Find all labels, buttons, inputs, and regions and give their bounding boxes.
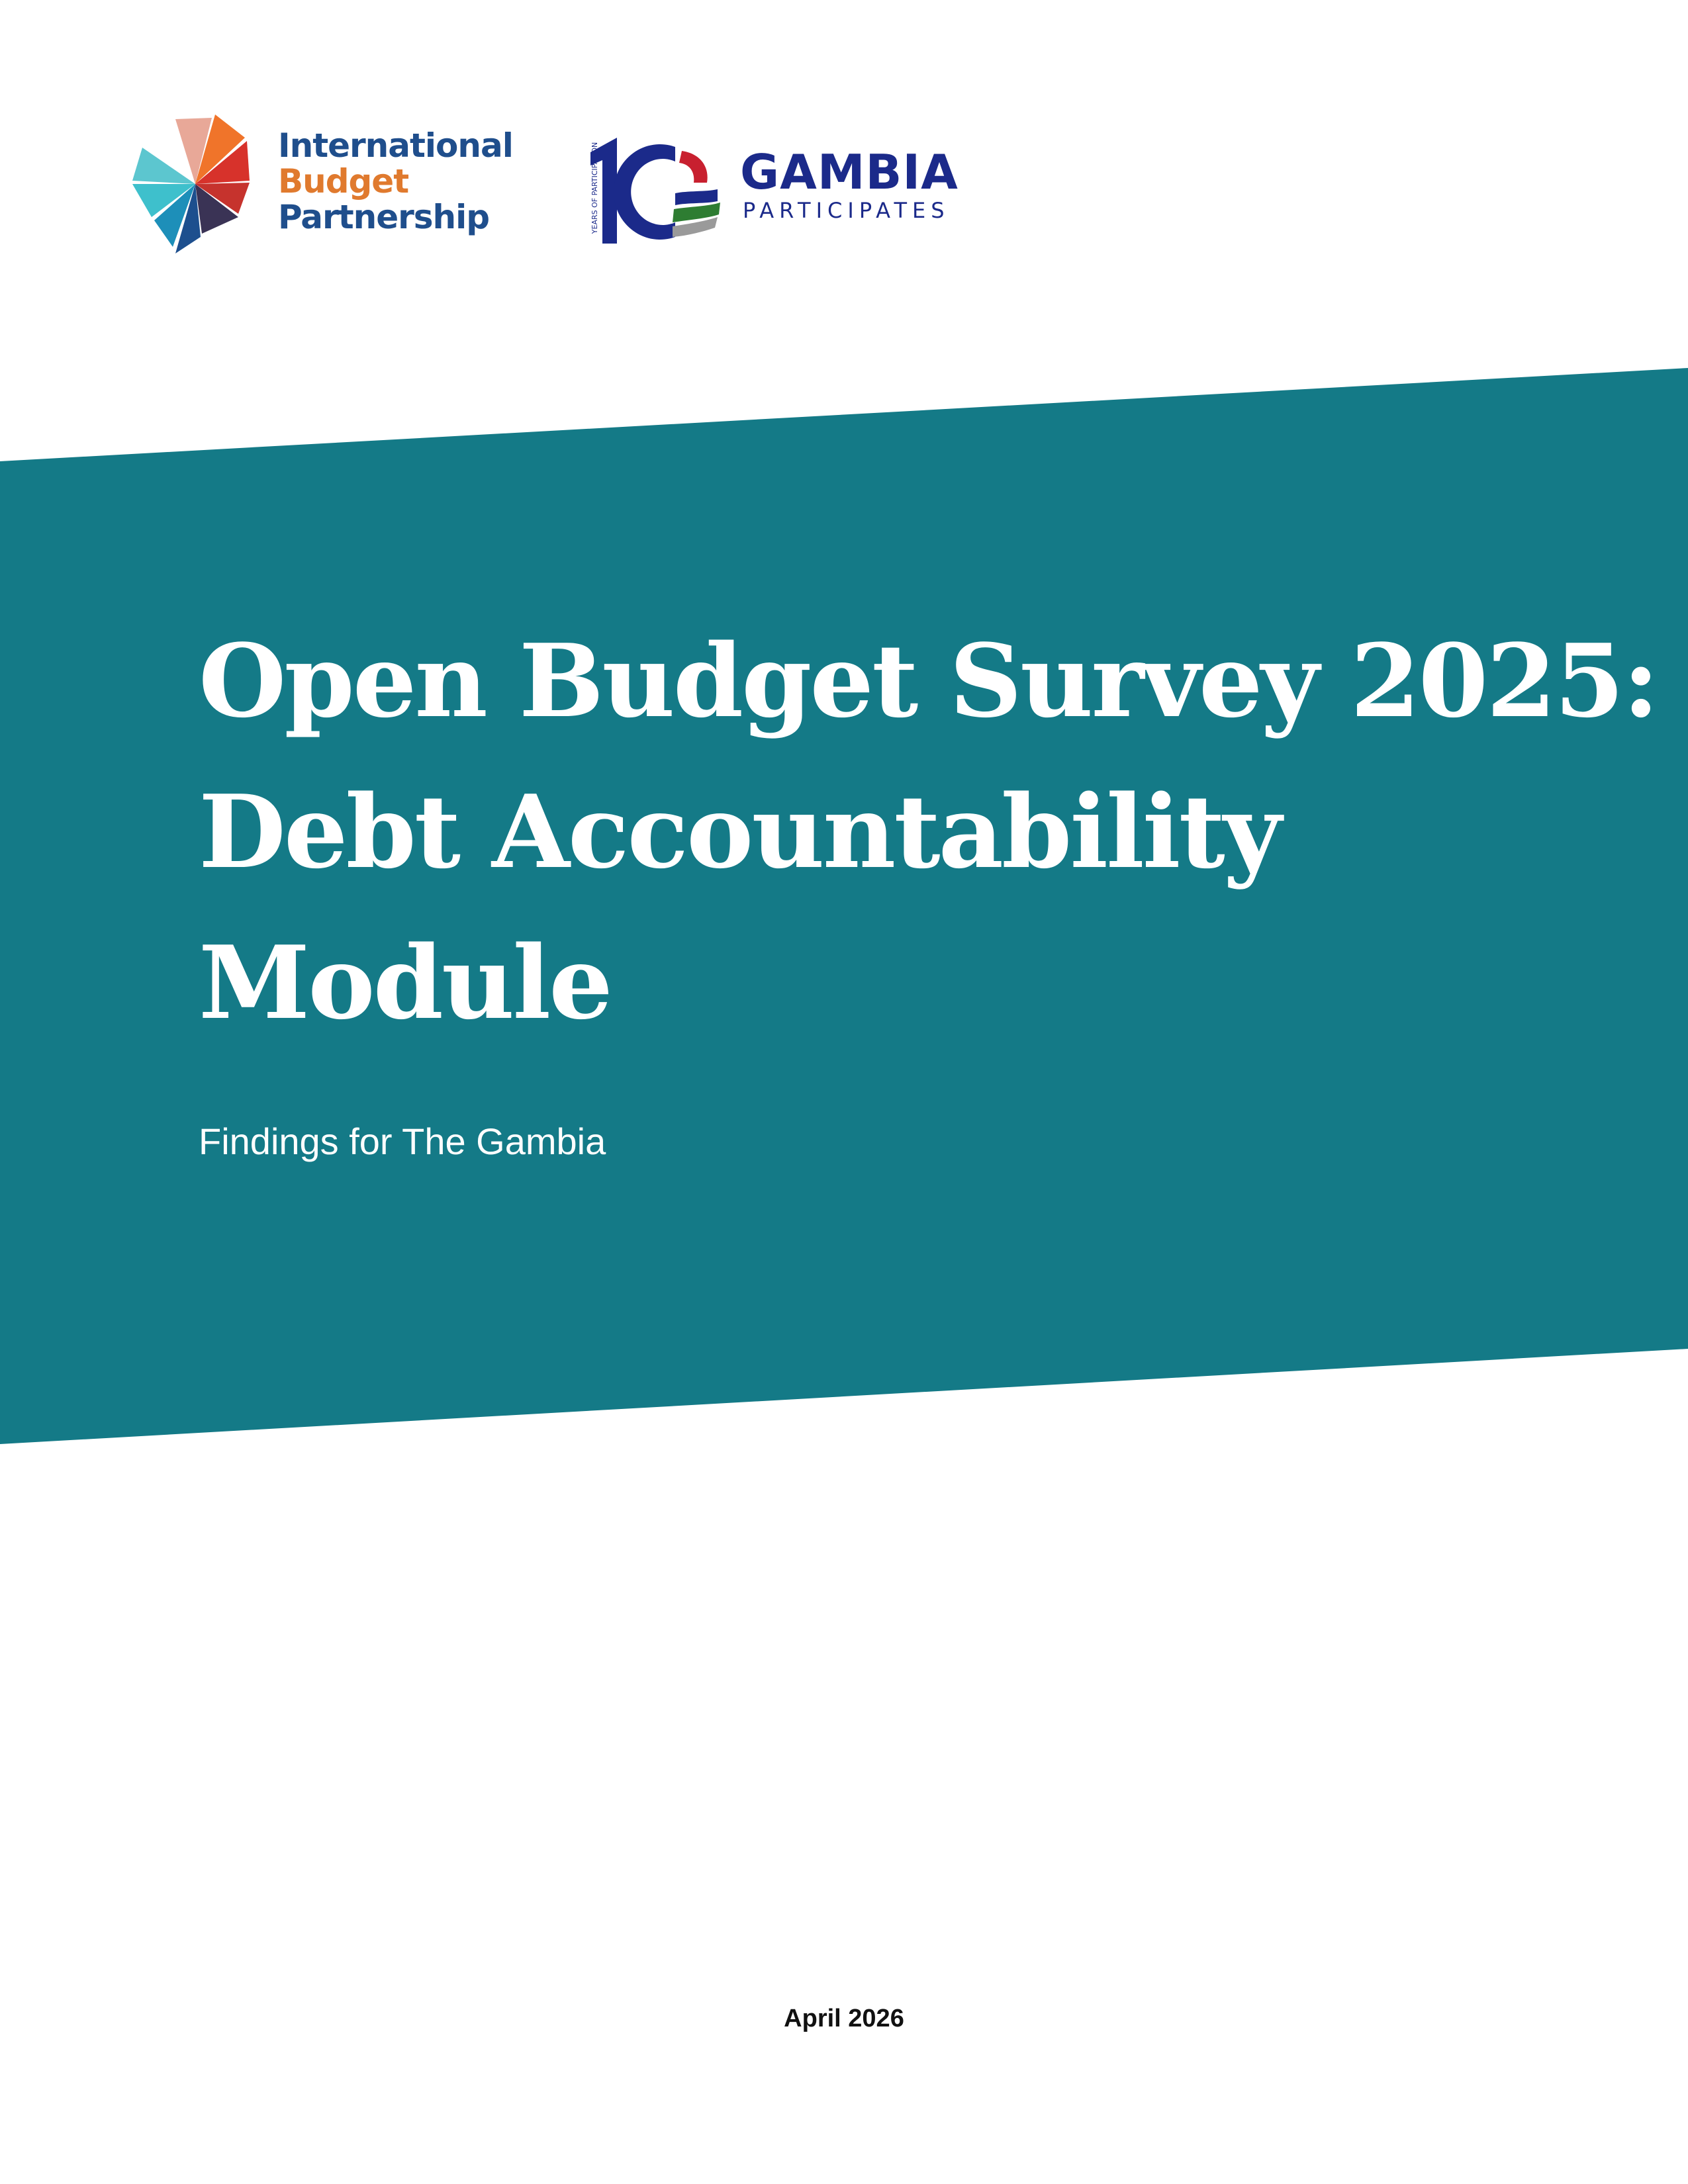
participates-wordmark: PARTICIPATES — [743, 198, 950, 223]
ibp-wordmark-line-2: Budget — [278, 162, 409, 201]
gambia-wordmark: GAMBIA — [740, 144, 959, 200]
ibp-wordmark-line-1: International — [278, 126, 513, 165]
report-title-line-3: Module — [199, 923, 611, 1042]
report-subtitle: Findings for The Gambia — [199, 1120, 606, 1162]
report-title-line-2: Debt Accountability — [199, 772, 1280, 891]
report-title-line-1: Open Budget Survey 2025: — [199, 621, 1658, 740]
publication-date: April 2026 — [784, 2005, 904, 2032]
years-of-participation-caption: YEARS OF PARTICIPATION — [590, 142, 599, 234]
report-title — [199, 606, 1658, 1058]
ibp-wordmark-line-3: Partnership — [278, 198, 490, 236]
